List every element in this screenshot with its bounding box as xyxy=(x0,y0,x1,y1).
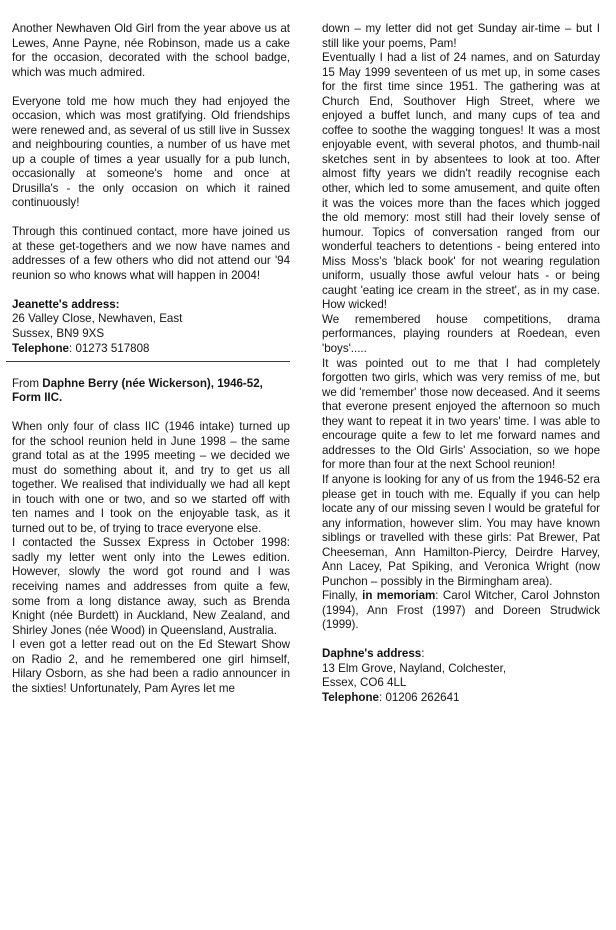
paragraph-missing-seven: If anyone is looking for any of us from the 1946-52 era please get in touch with me. Equally if you can help locate any of our missing seven I would be grateful for any information, however slim. You may have known siblings or travelled with these girls: Pat Brewer, Pat Cheeseman, Ann Hamilton-Piercy, Deirdre Harvey, Ann Lacey, Pat Spiking, and Veronica Wright (now Punchon – possibly in the Birmingham area). xyxy=(322,472,600,588)
jeanette-telephone-value: : 01273 517808 xyxy=(68,341,150,355)
jeanette-address-line-2: Sussex, BN9 9XS xyxy=(12,327,105,341)
left-column xyxy=(12,22,290,696)
memoriam-names: : Carol Witcher, Carol Johnston (1994), Ann Frost (1997) and Doreen Strudwick (1999). xyxy=(322,589,600,632)
byline-from-prefix: From xyxy=(12,376,43,390)
daphne-telephone-label: Telephone xyxy=(322,691,379,704)
paragraph-spacer xyxy=(12,80,290,94)
jeanette-address-line-1: 26 Valley Close, Newhaven, East xyxy=(12,312,183,326)
byline-name: Daphne Berry (née Wickerson), 1946-52, Form IIC. xyxy=(12,376,263,405)
memoriam-prefix: Finally, xyxy=(322,589,363,603)
paragraph-sussex-express: I contacted the Sussex Express in October 1998: sadly my letter went only into the Lewes edition. However, slowly the word got round and I was receiving names and addresses from quite a few, some from a long distance away, such as Brenda Knight (née Burdett) in Auckland, New Zealand, and Shirley Jones (née Wood) in Queensland, Australia. xyxy=(12,536,290,637)
paragraph-spacer xyxy=(12,406,290,420)
daphne-address-line-1: 13 Elm Grove, Nayland, Colchester, xyxy=(322,661,507,675)
paragraph-in-memoriam xyxy=(322,589,600,633)
paragraph-cake: Another Newhaven Old Girl from the year above us at Lewes, Anne Payne, née Robinson, made us a cake for the occasion, decorated with the school badge, which was much admired. xyxy=(12,22,290,79)
daphne-telephone xyxy=(322,691,600,706)
paragraph-poems: down – my letter did not get Sunday air-time – but I still like your poems, Pam! xyxy=(322,22,600,50)
daphne-address-line-2: Essex, CO6 4LL xyxy=(322,676,407,690)
paragraph-spacer xyxy=(12,211,290,225)
paragraph-spacer xyxy=(12,362,290,376)
memoriam-label: in memoriam xyxy=(362,589,436,603)
paragraph-class-iic: When only four of class IIC (1946 intake) turned up for the school reunion held in June 1998 – the same grand total as at the 1995 meeting – we decided we must do something about it, and try to get us all together. We realised that individually we had all kept in touch with one or two, and so we started off with ten names and I took on the enjoyable task, as it turned out to be, of trying to trace everyone else. xyxy=(12,419,290,535)
jeanette-address-heading: Jeanette's address: xyxy=(12,297,120,311)
daphne-telephone-value: : 01206 262641 xyxy=(378,691,460,704)
daphne-byline xyxy=(12,377,290,406)
paragraph-spacer xyxy=(12,284,290,298)
jeanette-telephone xyxy=(12,342,290,357)
paragraph-forgotten-girls: It was pointed out to me that I had completely forgotten two girls, which was very remiss of me, but we did 'remember' those now deceased. And it seems that everone present enjoyed the afternoon so much they want to repeat it in two years' time. I was able to encourage quite a few to let me forward names and addresses to the Old Girls' Association, so we hope for more than four at the next School reunion! xyxy=(322,356,600,472)
two-column-layout xyxy=(12,22,604,706)
paragraph-gathering: Eventually I had a list of 24 names, and on Saturday 15 May 1999 seventeen of us met up, in some cases for the first time since 1951. The gathering was at Church End, Southover High Street, where we enjoyed a buffet lunch, and many cups of tea and coffee to soothe the wagging tongues! It was a most enjoyable event, with several photos, and thumb-nail sketches sent in by absentees to look at too. After almost fifty years we didn't readily recognise each other, which led to some amusement, and quite often it was the voices more than the faces which jogged the old memory: most still had their lovely sense of humour. Topics of conversation ranged from our wonderful teachers to detentions - being entered into Miss Moss's 'black book' for not wearing regulation uniform, usually those awful velour hats - or being caught 'eating ice cream in the street', as in my case. How wicked! xyxy=(322,51,600,312)
paragraph-enjoyed: Everyone told me how much they had enjoyed the occasion, which was most gratifying. Old friendships were renewed and, as several of us still live in Sussex and neighbouring counties, a number of us have met up a couple of times a year usually for a pub lunch, occasionally at someone's home and once at Drusilla's - the only occasion on which it rained continuously! xyxy=(12,94,290,210)
paragraph-radio-show: I even got a letter read out on the Ed Stewart Show on Radio 2, and he remembered one girl himself, Hilary Osborn, as she had been a radio announcer in the sixties! Unfortunately, Pam Ayres let me xyxy=(12,638,290,695)
paragraph-spacer xyxy=(322,633,600,647)
daphne-address-heading-text: Daphne's address xyxy=(322,647,422,661)
jeanette-telephone-label: Telephone xyxy=(12,341,69,355)
paragraph-continued-contact: Through this continued contact, more have joined us at these get-togethers and we now have names and addresses of a few others who did not attend our '94 reunion so who knows what will happen in 2004! xyxy=(12,225,290,282)
daphne-address-heading xyxy=(322,647,600,662)
section-divider xyxy=(6,361,290,362)
paragraph-house-competitions: We remembered house competitions, drama performances, playing rounders at Roedean, even 'boys'..... xyxy=(322,312,600,356)
right-column xyxy=(322,22,600,706)
daphne-address-heading-colon: : xyxy=(421,647,425,661)
